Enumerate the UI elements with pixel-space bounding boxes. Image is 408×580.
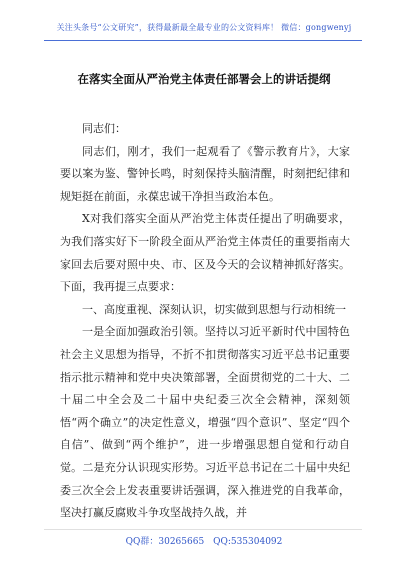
body-paragraph: 一是全面加强政治引领。坚持以习近平新时代中国特色社会主义思想为指导，不折不扣贯彻落实习近平总书记重要指示批示精神和党中央决策部署，全面贯彻党的二十大、二十届二中全会及二十届中央纪委三次全会精神，深刻领悟“两个确立”的决定性意义，增强“四个意识”、坚定“四个自信”、做到“两个维护”，进一步增强思想自觉和行动自觉。二是充分认识现实形势。习近平总书记在二十届中央纪委三次全会上发表重要讲话强调，深入推进党的自我革命，坚决打赢反腐败斗争攻坚战持久战，并 [60,325,350,520]
header-divider [44,40,362,41]
body-paragraph: 同志们，刚才，我们一起观看了《警示教育片》，大家要以案为鉴、警钟长鸣，时刻保持头脑清醒，时刻把纪律和规矩挺在前面，永葆忠诚干净担当政治本色。 [60,144,350,203]
section-heading: 一、高度重视、深刻认识，切实做到思想与行动相统一 [82,302,346,316]
footer-contact [0,534,408,547]
salutation-paragraph: 同志们： [82,122,126,135]
document-title: 在落实全面从严治党主体责任部署会上的讲话提纲 [77,72,331,86]
footer-divider [44,529,362,530]
footer-qq-group: QQ群：30265665 [125,537,205,547]
document-body [60,118,350,525]
footer-qq-number: QQ:535304092 [213,537,283,547]
body-paragraph: X对我们落实全面从严治党主体责任提出了明确要求，为我们落实好下一阶段全面从严治党主体责任的重要指南大家回去后要对照中央、市、区及今天的会议精神抓好落实。下面，我再提三点要求： [60,212,350,294]
header-promo-note: 关注头条号“公文研究”，获得最新最全最专业的公文资料库！ 微信：gongwenyj [56,23,352,32]
